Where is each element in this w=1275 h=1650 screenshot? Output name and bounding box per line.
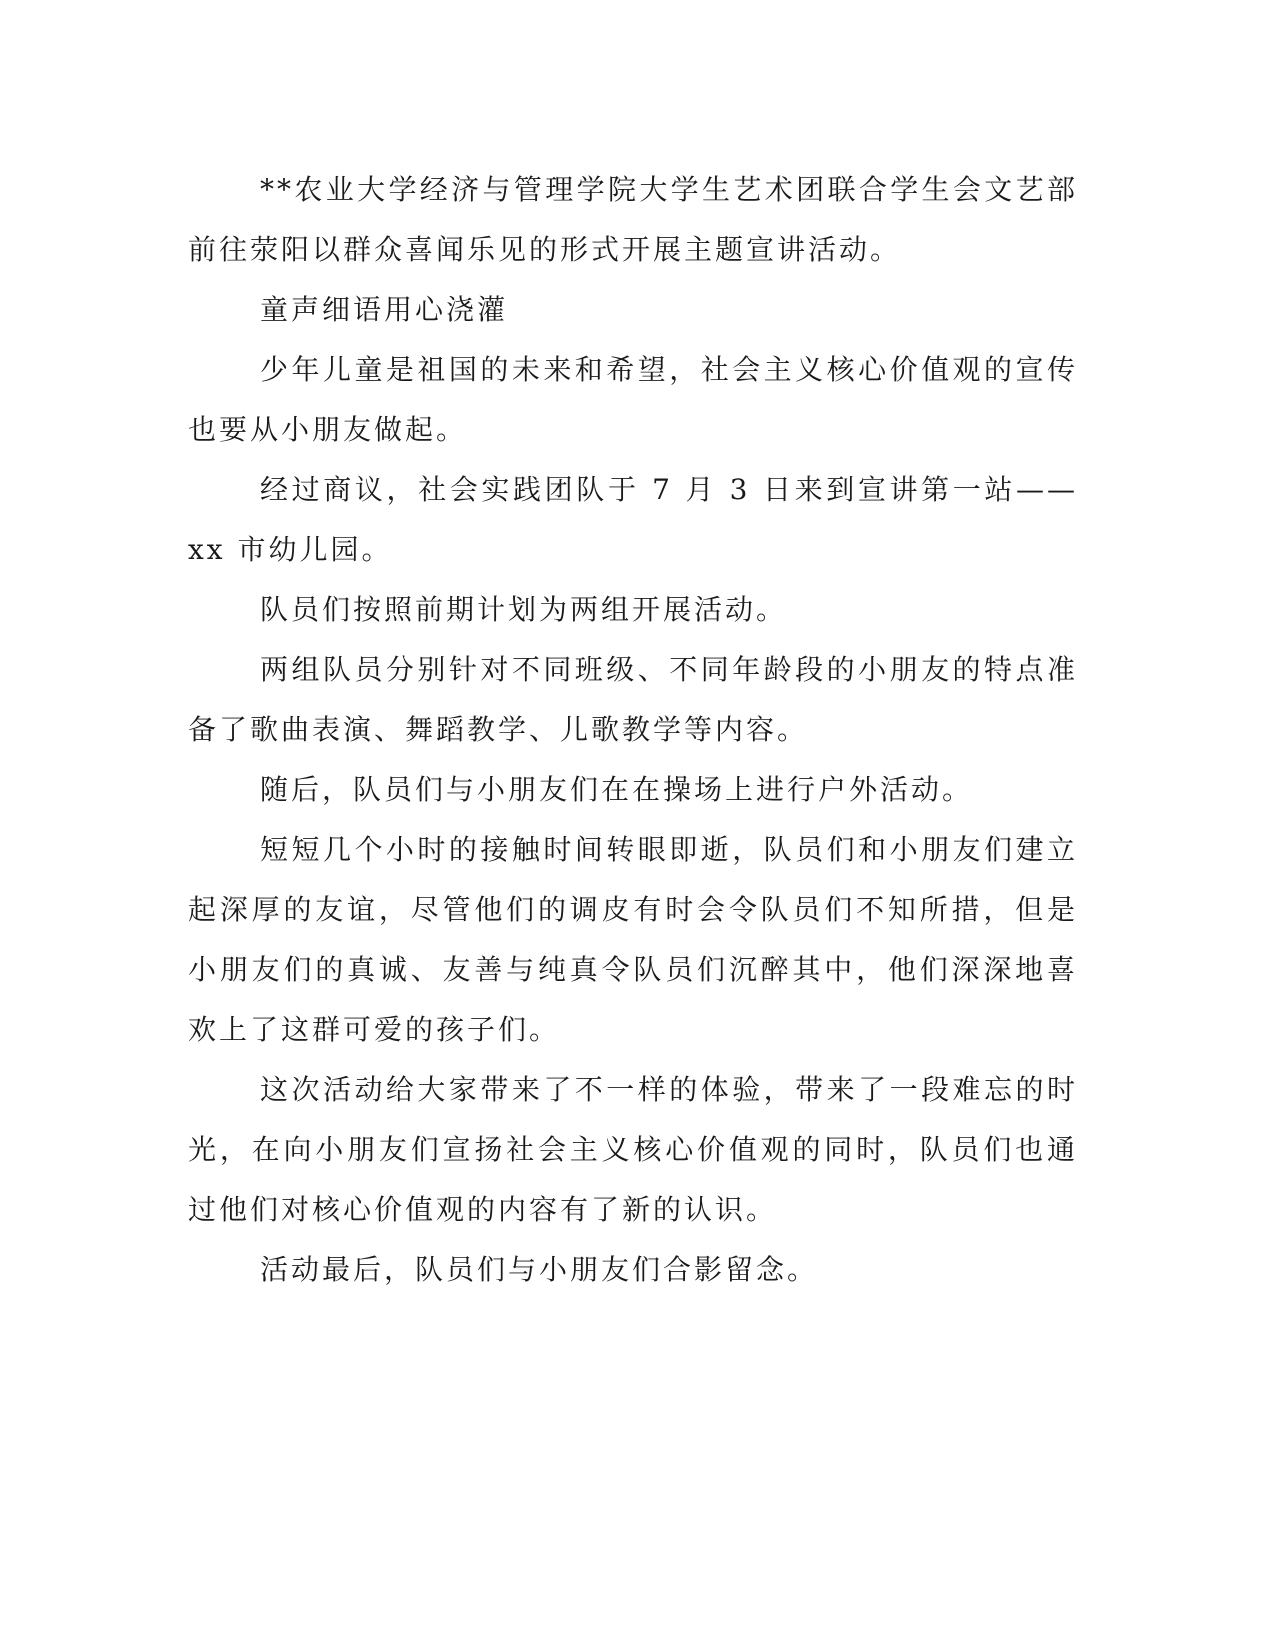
paragraph: 活动最后，队员们与小朋友们合影留念。: [260, 1253, 819, 1286]
paragraph: 少年儿童是祖国的未来和希望，社会主义核心价值观的宣传也要从小朋友做起。: [188, 353, 1078, 446]
paragraph: 经过商议，社会实践团队于 7 月 3 日来到宣讲第一站——xx 市幼儿园。: [188, 473, 1078, 566]
paragraph: 随后，队员们与小朋友们在在操场上进行户外活动。: [260, 773, 974, 806]
paragraph: 队员们按照前期计划为两组开展活动。: [260, 593, 788, 626]
section-heading: 童声细语用心浇灌: [260, 293, 509, 326]
document-body: [188, 160, 1078, 1300]
paragraph-intro: **农业大学经济与管理学院大学生艺术团联合学生会文艺部前往荥阳以群众喜闻乐见的形式开展主题宣讲活动。: [188, 173, 1078, 266]
paragraph: 这次活动给大家带来了不一样的体验，带来了一段难忘的时光，在向小朋友们宣扬社会主义核心价值观的同时，队员们也通过他们对核心价值观的内容有了新的认识。: [188, 1073, 1078, 1226]
paragraph: 两组队员分别针对不同班级、不同年龄段的小朋友的特点准备了歌曲表演、舞蹈教学、儿歌教学等内容。: [188, 653, 1078, 746]
paragraph: 短短几个小时的接触时间转眼即逝，队员们和小朋友们建立起深厚的友谊，尽管他们的调皮有时会令队员们不知所措，但是小朋友们的真诚、友善与纯真令队员们沉醉其中，他们深深地喜欢上了这群可爱的孩子们。: [188, 833, 1078, 1046]
